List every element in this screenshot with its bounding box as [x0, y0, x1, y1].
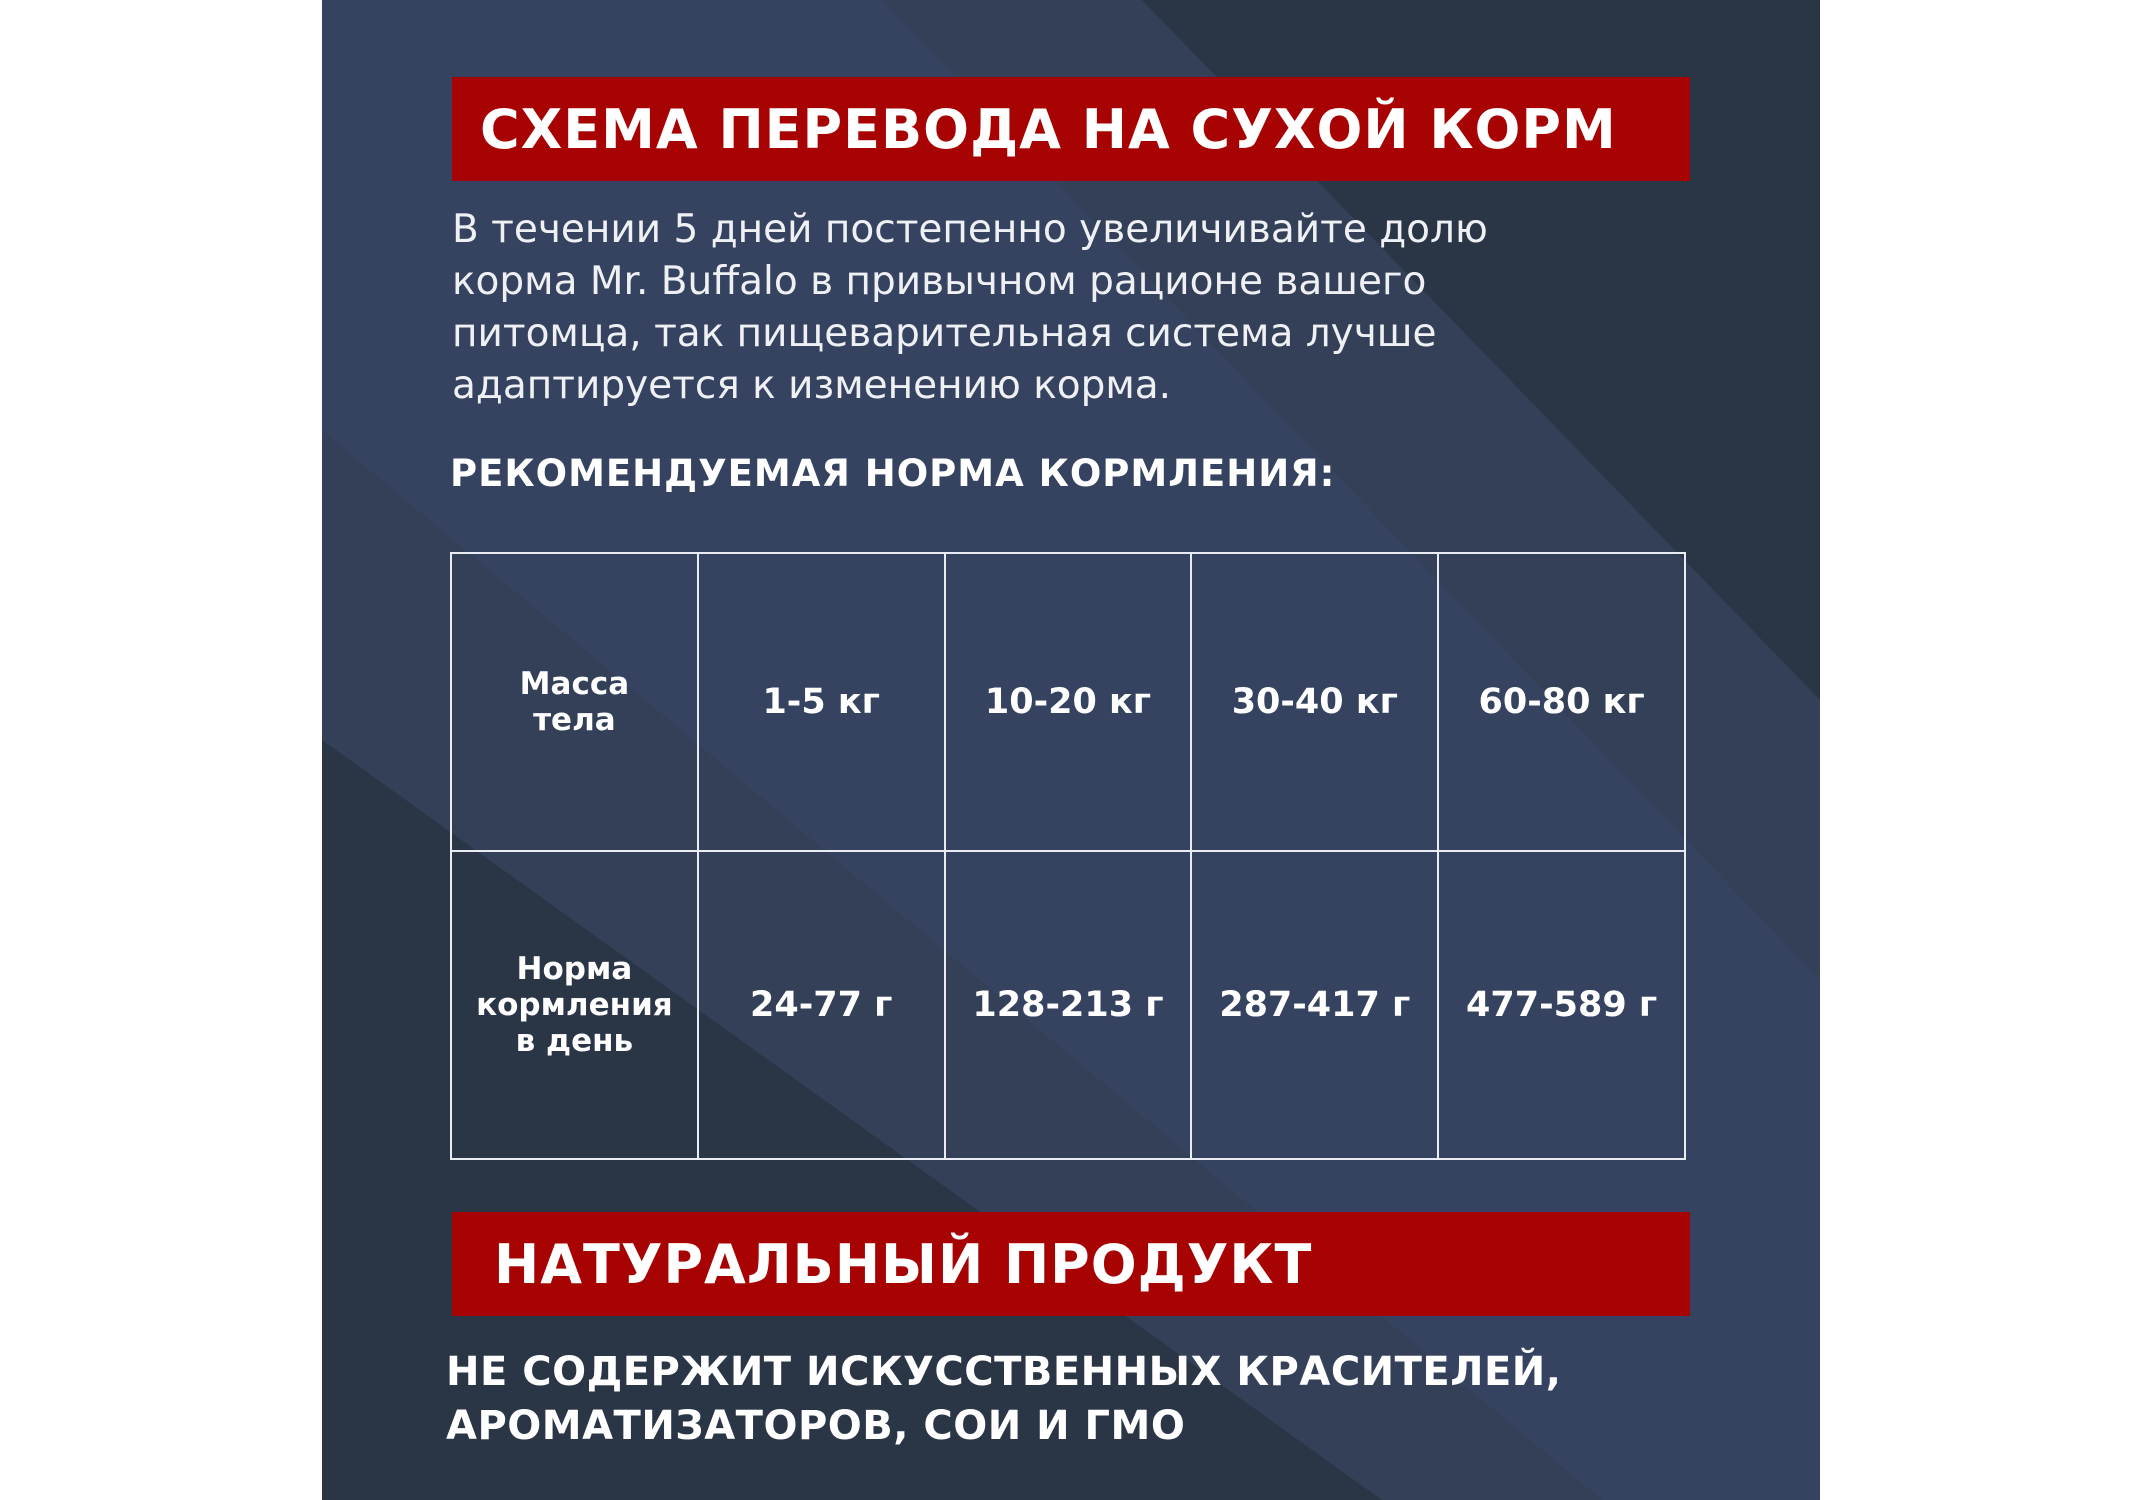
info-panel [322, 0, 1820, 1500]
transition-text-line: питомца, так пищеварительная система лучше [452, 311, 1437, 356]
norm-value-cell: 24-77 г [698, 851, 945, 1159]
natural-banner [452, 1212, 1690, 1316]
transition-text-line: корма Mr. Buffalo в привычном рационе вашего [452, 259, 1427, 304]
natural-text-line: АРОМАТИЗАТОРОВ, СОИ И ГМО [446, 1403, 1186, 1449]
table-row-daily-norm [451, 851, 1685, 1159]
weight-value-cell: 60-80 кг [1438, 553, 1685, 851]
norm-label-cell [451, 851, 698, 1159]
natural-heading: НАТУРАЛЬНЫЙ ПРОДУКТ [494, 1232, 1313, 1296]
transition-description [452, 204, 1692, 412]
norm-label-line: кормления [476, 987, 673, 1023]
norm-label-line: в день [515, 1023, 634, 1059]
norm-label-line: Норма [516, 951, 633, 987]
weight-label-line: Масса [519, 666, 630, 702]
feeding-table [450, 552, 1686, 1160]
natural-text-line: НЕ СОДЕРЖИТ ИСКУССТВЕННЫХ КРАСИТЕЛЕЙ, [446, 1349, 1562, 1395]
weight-value-cell: 10-20 кг [945, 553, 1192, 851]
table-row-weight [451, 553, 1685, 851]
transition-text-line: адаптируется к изменению корма. [452, 363, 1172, 408]
weight-label-line: тела [533, 702, 616, 738]
transition-text-line: В течении 5 дней постепенно увеличивайте долю [452, 207, 1488, 252]
weight-value-cell: 1-5 кг [698, 553, 945, 851]
norm-value-cell: 128-213 г [945, 851, 1192, 1159]
weight-label-cell [451, 553, 698, 851]
norm-value-cell: 287-417 г [1191, 851, 1438, 1159]
norm-value-cell: 477-589 г [1438, 851, 1685, 1159]
feeding-heading: РЕКОМЕНДУЕМАЯ НОРМА КОРМЛЕНИЯ: [450, 452, 1336, 495]
natural-description [446, 1345, 1561, 1453]
weight-value-cell: 30-40 кг [1191, 553, 1438, 851]
transition-banner [452, 77, 1690, 181]
transition-heading: СХЕМА ПЕРЕВОДА НА СУХОЙ КОРМ [480, 97, 1617, 161]
